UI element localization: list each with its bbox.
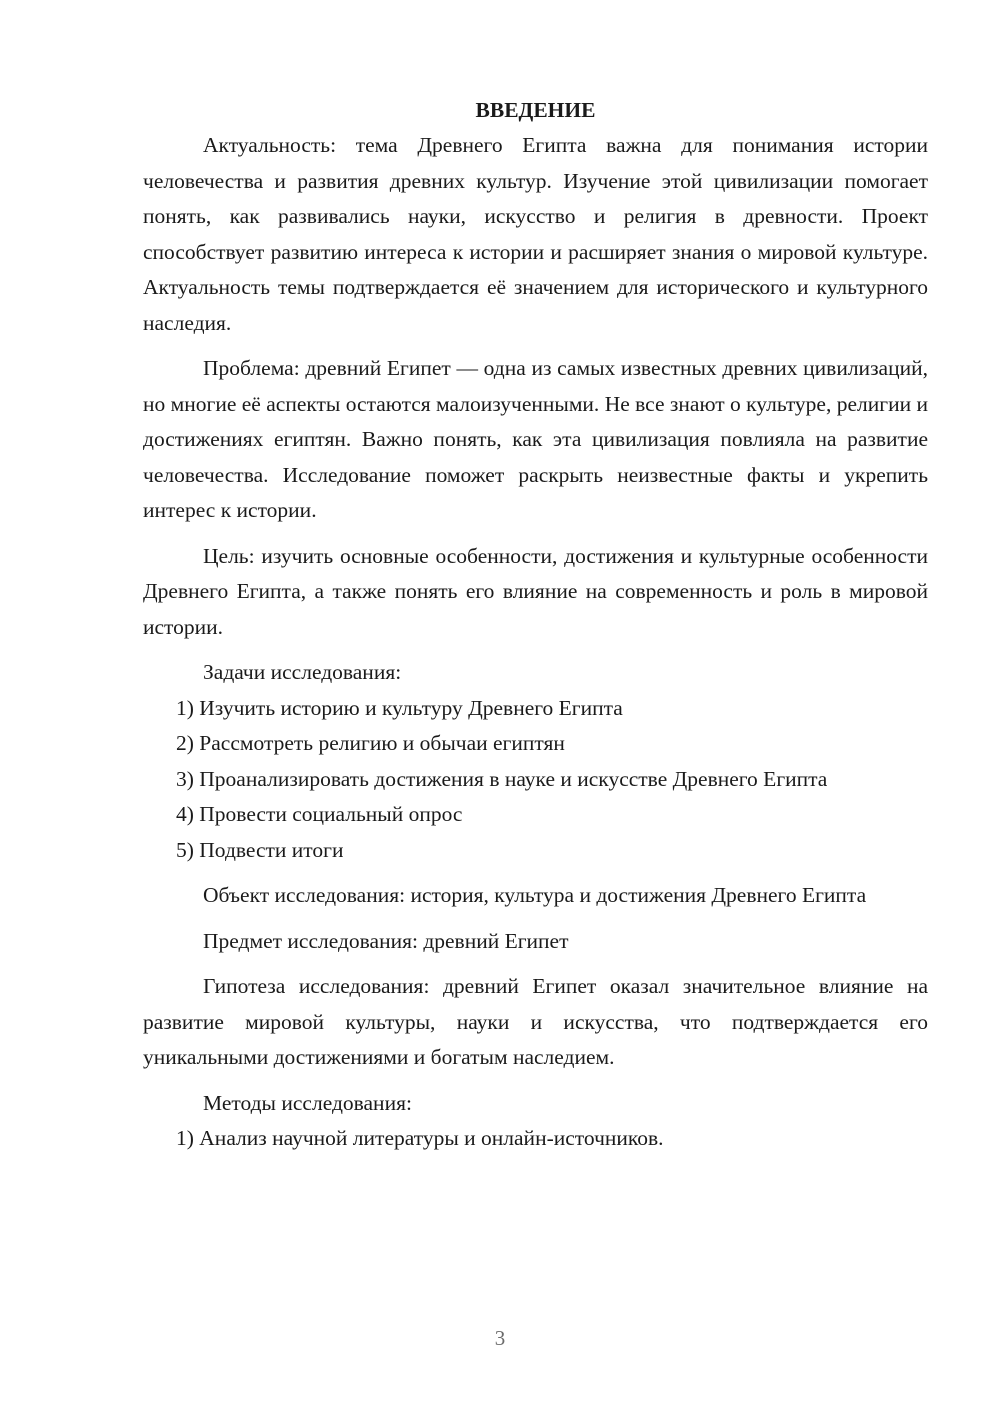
task-item-3: 3) Проанализировать достижения в науке и искусстве Древнего Египта [176, 766, 828, 791]
method-item-1: 1) Анализ научной литературы и онлайн-источников. [176, 1126, 664, 1150]
page-number: 3 [494, 1326, 506, 1350]
document-page [143, 92, 928, 1157]
section-title: ВВЕДЕНИЕ [475, 98, 596, 122]
task-item-5: 5) Подвести итоги [176, 837, 344, 862]
methods-heading: Методы исследования: [203, 1090, 412, 1115]
task-item-4: 4) Провести социальный опрос [176, 802, 463, 826]
problem-paragraph: Проблема: древний Египет — одна из самых известных древних цивилизаций, но многие её аспекты остаются малоизученными. Не все знают о культуре, религии и достижениях египтян. Важно понять, как эта цивилизация повлияла на развитие человечества. Исследование поможет раскрыть неизвестные факты и укрепить интерес к истории. [143, 356, 928, 522]
relevance-paragraph: Актуальность: тема Древнего Египта важна для понимания истории человечества и развития древних культур. Изучение этой цивилизации помогает понять, как развивались науки, искусство и религия в древности. Проект способствует развитию интереса к истории и расширяет знания о мировой культуре. Актуальность темы подтверждается её значением для исторического и культурного наследия. [143, 133, 928, 335]
goal-paragraph: Цель: изучить основные особенности, достижения и культурные особенности Древнего Египта, а также понять его влияние на современность и роль в мировой истории. [143, 543, 928, 639]
hypothesis-paragraph: Гипотеза исследования: древний Египет оказал значительное влияние на развитие мировой культуры, науки и искусства, что подтверждается его уникальными достижениями и богатым наследием. [143, 974, 928, 1069]
task-item-1: 1) Изучить историю и культуру Древнего Египта [176, 695, 623, 720]
subject-paragraph: Предмет исследования: древний Египет [203, 928, 569, 953]
task-item-2: 2) Рассмотреть религию и обычаи египтян [176, 731, 565, 755]
object-paragraph: Объект исследования: история, культура и достижения Древнего Египта [203, 883, 867, 907]
tasks-heading: Задачи исследования: [203, 660, 402, 684]
